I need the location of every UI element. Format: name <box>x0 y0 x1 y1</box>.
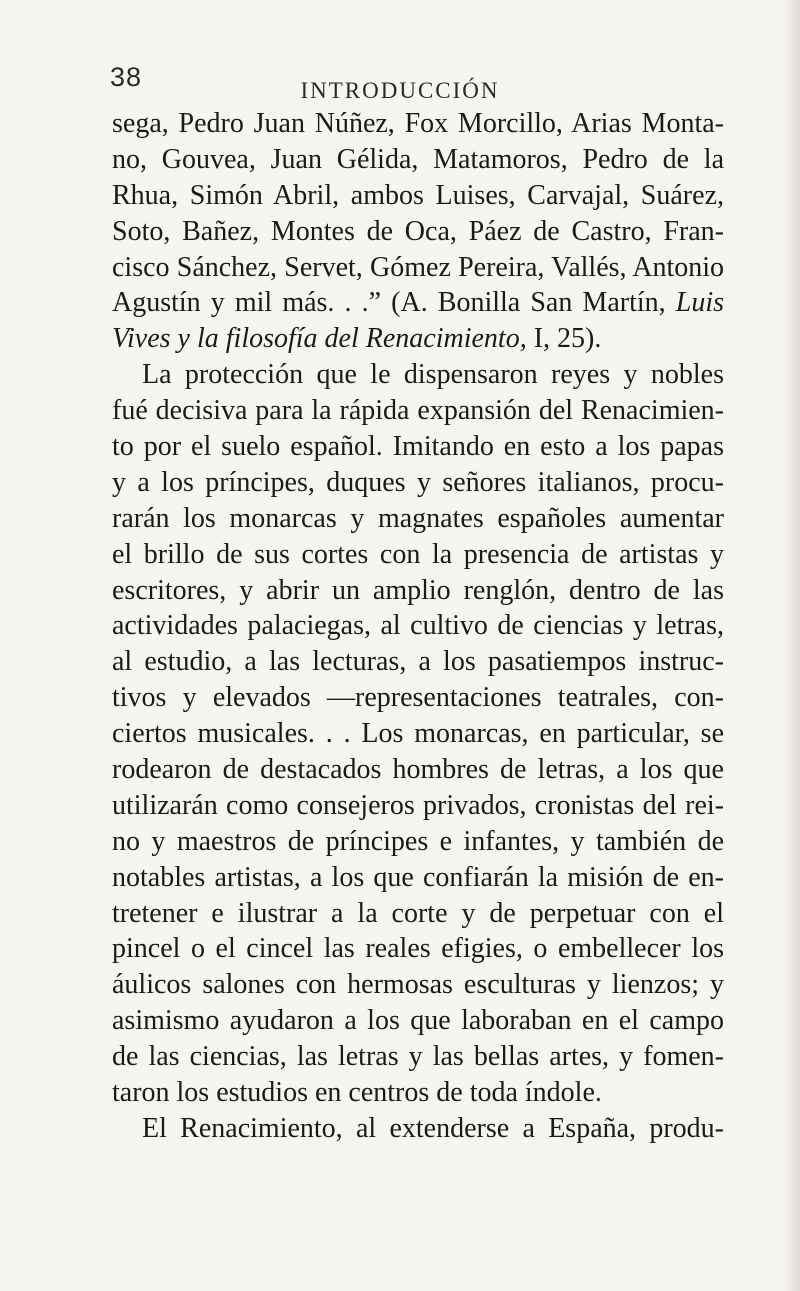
text-line: escritores, y abrir un amplio renglón, dentro de las <box>112 574 724 606</box>
text-line: rodearon de destacados hombres de letras, a los que <box>112 754 724 786</box>
text-line: actividades palaciegas, al cultivo de ciencias y letras, <box>112 610 724 642</box>
text-line: ciertos musicales. . . Los monarcas, en particular, se <box>112 718 724 750</box>
paragraph-start-line: La protección que le dispensaron reyes y nobles <box>142 359 724 391</box>
paragraph-end-line: taron los estudios en centros de toda índole. <box>112 1077 602 1109</box>
text-line: el brillo de sus cortes con la presencia de artistas y <box>112 538 724 570</box>
text-line: no, Gouvea, Juan Gélida, Matamoros, Pedro de la <box>112 143 724 175</box>
text-line: tretener e ilustrar a la corte y de perpetuar con el <box>112 897 724 929</box>
page-number: 38 <box>110 62 143 92</box>
running-head: INTRODUCCIÓN <box>300 78 500 103</box>
text-line: áulicos salones con hermosas esculturas y lienzos; y <box>112 969 724 1001</box>
paragraph-start-line: El Renacimiento, al extenderse a España, produ- <box>142 1112 724 1144</box>
text-line: asimismo ayudaron a los que laboraban en el campo <box>112 1005 724 1037</box>
text-line: sega, Pedro Juan Núñez, Fox Morcillo, Arias Monta- <box>112 108 724 139</box>
text-line <box>112 321 724 357</box>
page-edge-shadow <box>782 0 800 1291</box>
text-segment: Agustín y mil más. . .” (A. Bonilla San Martín, <box>112 287 666 319</box>
text-line: fué decisiva para la rápida expansión del Renacimien- <box>112 395 724 427</box>
text-line: pincel o el cincel las reales efigies, o embellecer los <box>112 933 724 965</box>
text-line: notables artistas, a los que confiarán la misión de en- <box>112 861 724 893</box>
text-line: tivos y elevados —representaciones teatrales, con- <box>112 682 724 714</box>
book-title-segment: Vives y la filosofía del Renacimiento, <box>112 323 527 355</box>
text-line: cisco Sánchez, Servet, Gómez Pereira, Vallés, Antonio <box>112 251 724 283</box>
text-line: y a los príncipes, duques y señores italianos, procu- <box>112 466 724 498</box>
text-line: de las ciencias, las letras y las bellas artes, y fomen- <box>112 1041 724 1073</box>
book-title-segment: Luis <box>675 287 724 319</box>
text-line: rarán los monarcas y magnates españoles aumentar <box>112 502 724 534</box>
text-line: to por el suelo español. Imitando en esto a los papas <box>112 431 724 463</box>
citation-segment: I, 25). <box>526 323 602 355</box>
body-text <box>112 106 724 1147</box>
text-line: no y maestros de príncipes e infantes, y también de <box>112 825 724 857</box>
text-line: Soto, Bañez, Montes de Oca, Páez de Castro, Fran- <box>112 215 724 247</box>
text-line <box>112 285 724 321</box>
text-line: Rhua, Simón Abril, ambos Luises, Carvajal, Suárez, <box>112 179 724 211</box>
text-line: al estudio, a las lecturas, a los pasatiempos instruc- <box>112 646 724 678</box>
text-line: utilizarán como consejeros privados, cronistas del rei- <box>112 789 724 821</box>
